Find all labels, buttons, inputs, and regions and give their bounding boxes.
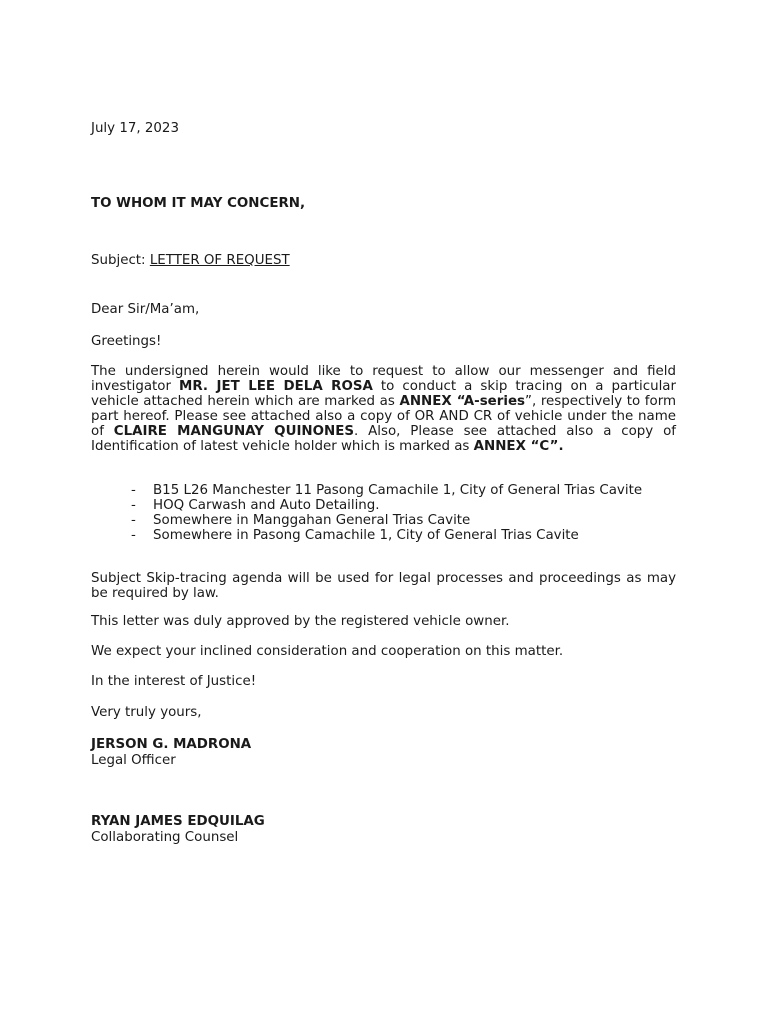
subject-line	[91, 253, 676, 268]
signatory-2-name: RYAN JAMES EDQUILAG	[91, 814, 265, 829]
annex-c-label: ANNEX “C”.	[473, 439, 564, 454]
body-paragraph-5: In the interest of Justice!	[91, 674, 257, 689]
signatory-2-title: Collaborating Counsel	[91, 830, 239, 845]
bullet-dash: -	[131, 498, 136, 513]
body-paragraph-1	[91, 364, 676, 454]
body-p1-part1: The undersigned herein would like to request to allow our messenger and field investigator	[91, 364, 676, 394]
signatory-1-title: Legal Officer	[91, 753, 176, 768]
letter-date: July 17, 2023	[91, 121, 179, 136]
list-item	[91, 498, 676, 513]
annex-a-label: ANNEX “A-series	[399, 394, 526, 409]
greeting: Dear Sir/Ma’am,	[91, 302, 200, 317]
salutation-to: TO WHOM IT MAY CONCERN,	[91, 196, 306, 211]
subject-label: Subject:	[91, 253, 150, 268]
letter-page	[91, 0, 676, 1024]
body-p1-part4: . Also, Please see attached also a copy of Identification of latest vehicle holder which is marked as	[91, 424, 676, 454]
address-text: B15 L26 Manchester 11 Pasong Camachile 1, City of General Trias Cavite	[153, 483, 643, 498]
body-paragraph-2: Subject Skip-tracing agenda will be used for legal processes and proceedings as may be required by law.	[91, 571, 676, 601]
body-p1-part3: ”, respectively to form part hereof. Please see attached also a copy of OR AND CR of vehicle under the name of	[91, 394, 677, 439]
list-item	[91, 513, 676, 528]
list-item	[91, 483, 676, 498]
subject-value: LETTER OF REQUEST	[149, 253, 290, 268]
bullet-dash: -	[131, 483, 136, 498]
signatory-1-name: JERSON G. MADRONA	[91, 737, 252, 752]
bullet-dash: -	[131, 513, 136, 528]
closing: Very truly yours,	[91, 705, 202, 720]
address-list	[91, 483, 676, 543]
body-paragraph-4: We expect your inclined consideration and cooperation on this matter.	[91, 644, 564, 659]
bullet-dash: -	[131, 528, 136, 543]
body-p1-part2: to conduct a skip tracing on a particular vehicle attached herein which are marked as	[91, 379, 677, 409]
body-paragraph-3: This letter was duly approved by the registered vehicle owner.	[91, 614, 510, 629]
address-text: Somewhere in Pasong Camachile 1, City of General Trias Cavite	[153, 528, 579, 543]
investigator-name: MR. JET LEE DELA ROSA	[179, 379, 373, 394]
address-text: Somewhere in Manggahan General Trias Cavite	[153, 513, 471, 528]
owner-name: CLAIRE MANGUNAY QUINONES	[113, 424, 355, 439]
address-text: HOQ Carwash and Auto Detailing.	[153, 498, 380, 513]
list-item	[91, 528, 676, 543]
greetings-line: Greetings!	[91, 334, 162, 349]
